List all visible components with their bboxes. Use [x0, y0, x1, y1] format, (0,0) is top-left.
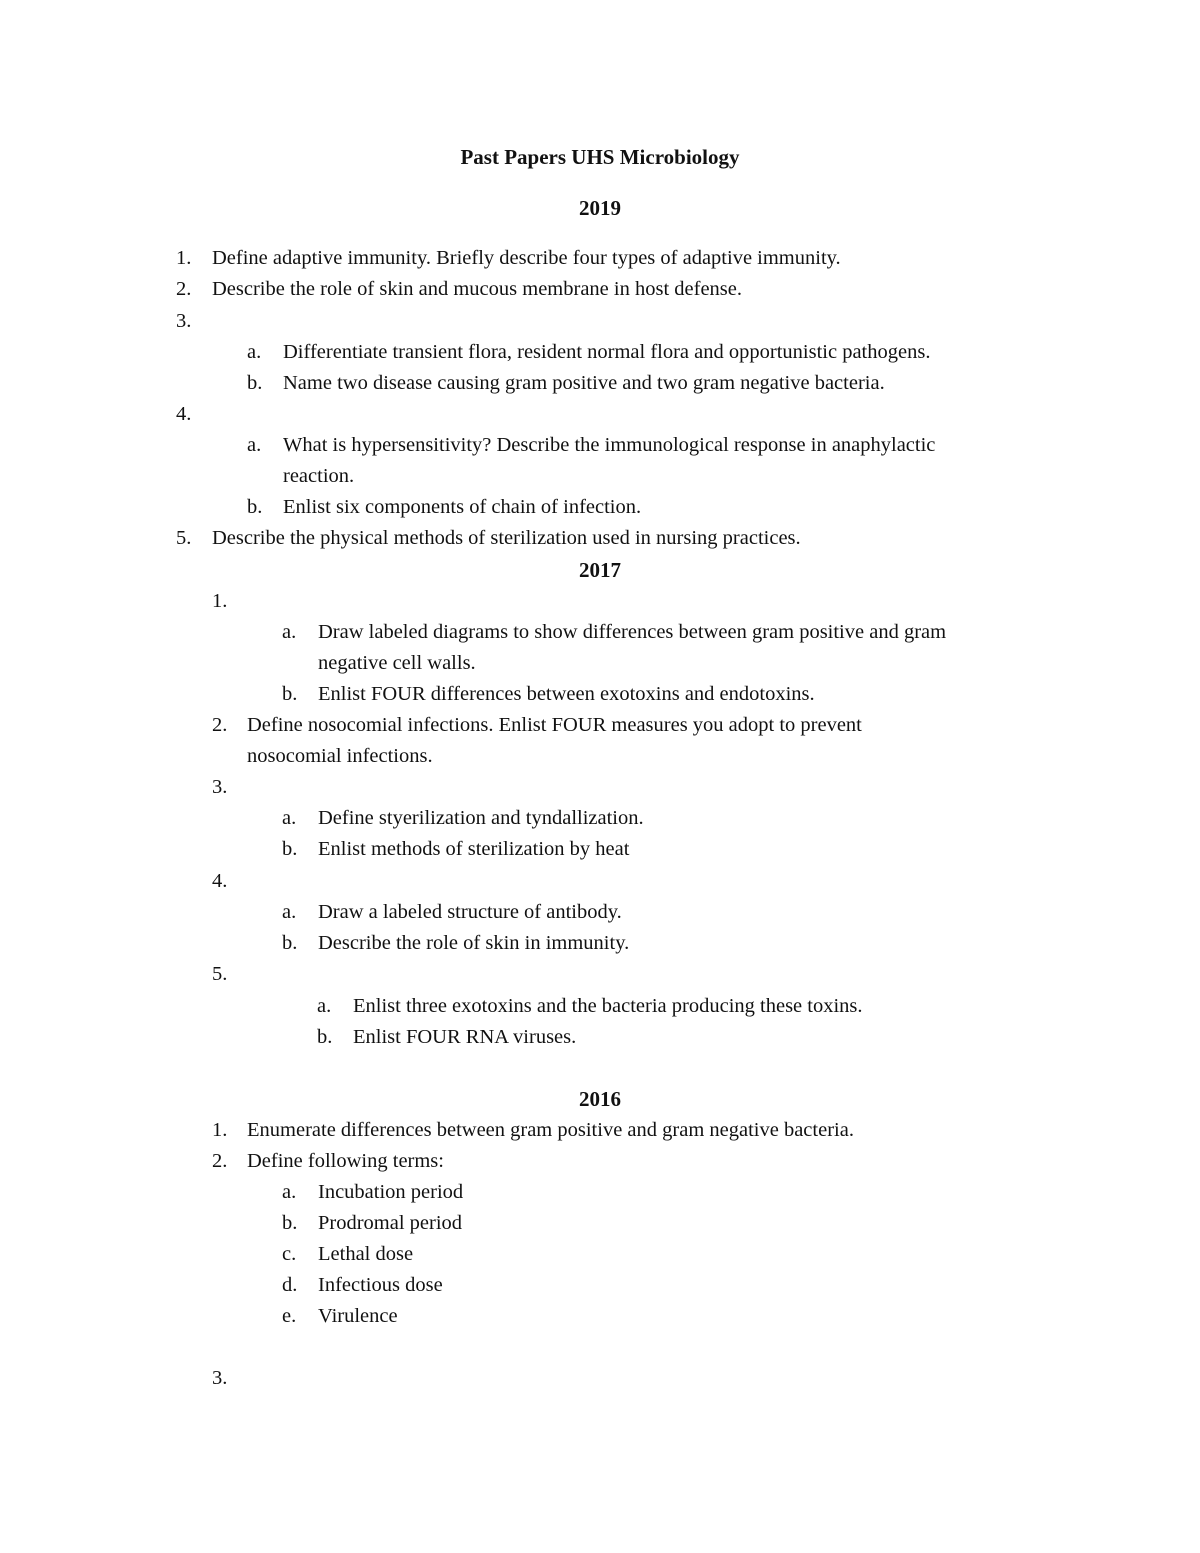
subquestion-text: Name two disease causing gram positive and two gram negative bacteria.: [283, 372, 885, 394]
question-text-continued: nosocomial infections.: [247, 745, 433, 767]
question-number: 1.: [212, 590, 228, 612]
subquestion-label: b.: [282, 683, 298, 705]
subquestion-label: a.: [282, 901, 297, 923]
subquestion-text: Describe the role of skin in immunity.: [318, 932, 630, 954]
question-number: 3.: [212, 1367, 228, 1389]
question-text: Describe the physical methods of sterilization used in nursing practices.: [212, 527, 801, 549]
question-number: 1.: [212, 1119, 228, 1141]
subquestion-text: Define styerilization and tyndallization.: [318, 807, 644, 829]
subquestion-text: Differentiate transient flora, resident normal flora and opportunistic pathogens.: [283, 341, 931, 363]
section-heading-2019: 2019: [579, 196, 621, 220]
subquestion-text: Enlist FOUR differences between exotoxins and endotoxins.: [318, 683, 815, 705]
subquestion-label: d.: [282, 1274, 298, 1296]
subquestion-label: b.: [247, 496, 263, 518]
question-text: Define following terms:: [247, 1150, 444, 1172]
question-number: 5.: [212, 963, 228, 985]
subquestion-text: Virulence: [318, 1305, 398, 1327]
question-number: 4.: [176, 403, 192, 425]
question-text: Define nosocomial infections. Enlist FOUR measures you adopt to prevent: [247, 714, 862, 736]
question-number: 2.: [212, 1150, 228, 1172]
section-heading-2016: 2016: [579, 1087, 621, 1111]
subquestion-label: c.: [282, 1243, 297, 1265]
subquestion-text: Enlist three exotoxins and the bacteria producing these toxins.: [353, 995, 863, 1017]
subquestion-label: a.: [247, 341, 262, 363]
subquestion-label: a.: [282, 1181, 297, 1203]
subquestion-label: b.: [282, 932, 298, 954]
subquestion-text: Incubation period: [318, 1181, 464, 1203]
subquestion-text: Draw a labeled structure of antibody.: [318, 901, 622, 923]
subquestion-label: b.: [282, 838, 298, 860]
subquestion-text: Draw labeled diagrams to show differences between gram positive and gram: [318, 621, 947, 643]
subquestion-label: b.: [247, 372, 263, 394]
subquestion-text-continued: negative cell walls.: [318, 652, 476, 674]
question-number: 3.: [212, 776, 228, 798]
subquestion-text: Enlist FOUR RNA viruses.: [353, 1026, 577, 1048]
subquestion-label: b.: [282, 1212, 298, 1234]
subquestion-text: Prodromal period: [318, 1212, 463, 1234]
question-text: Enumerate differences between gram positive and gram negative bacteria.: [247, 1119, 854, 1141]
subquestion-text: What is hypersensitivity? Describe the immunological response in anaphylactic: [283, 434, 936, 456]
question-text: Describe the role of skin and mucous membrane in host defense.: [212, 278, 742, 300]
section-heading-2017: 2017: [579, 558, 621, 582]
question-number: 2.: [176, 278, 192, 300]
subquestion-text: Enlist methods of sterilization by heat: [318, 838, 630, 860]
subquestion-label: a.: [247, 434, 262, 456]
question-number: 1.: [176, 247, 192, 269]
question-number: 5.: [176, 527, 192, 549]
subquestion-label: a.: [282, 807, 297, 829]
subquestion-label: b.: [317, 1026, 333, 1048]
subquestion-label: a.: [282, 621, 297, 643]
subquestion-text: Lethal dose: [318, 1243, 414, 1265]
subquestion-label: a.: [317, 995, 332, 1017]
subquestion-label: e.: [282, 1305, 297, 1327]
subquestion-text-continued: reaction.: [283, 465, 355, 487]
question-number: 4.: [212, 870, 228, 892]
question-number: 2.: [212, 714, 228, 736]
question-text: Define adaptive immunity. Briefly describe four types of adaptive immunity.: [212, 247, 841, 269]
question-number: 3.: [176, 310, 192, 332]
document-title: Past Papers UHS Microbiology: [460, 145, 740, 169]
subquestion-text: Enlist six components of chain of infection.: [283, 496, 642, 518]
subquestion-text: Infectious dose: [318, 1274, 443, 1296]
